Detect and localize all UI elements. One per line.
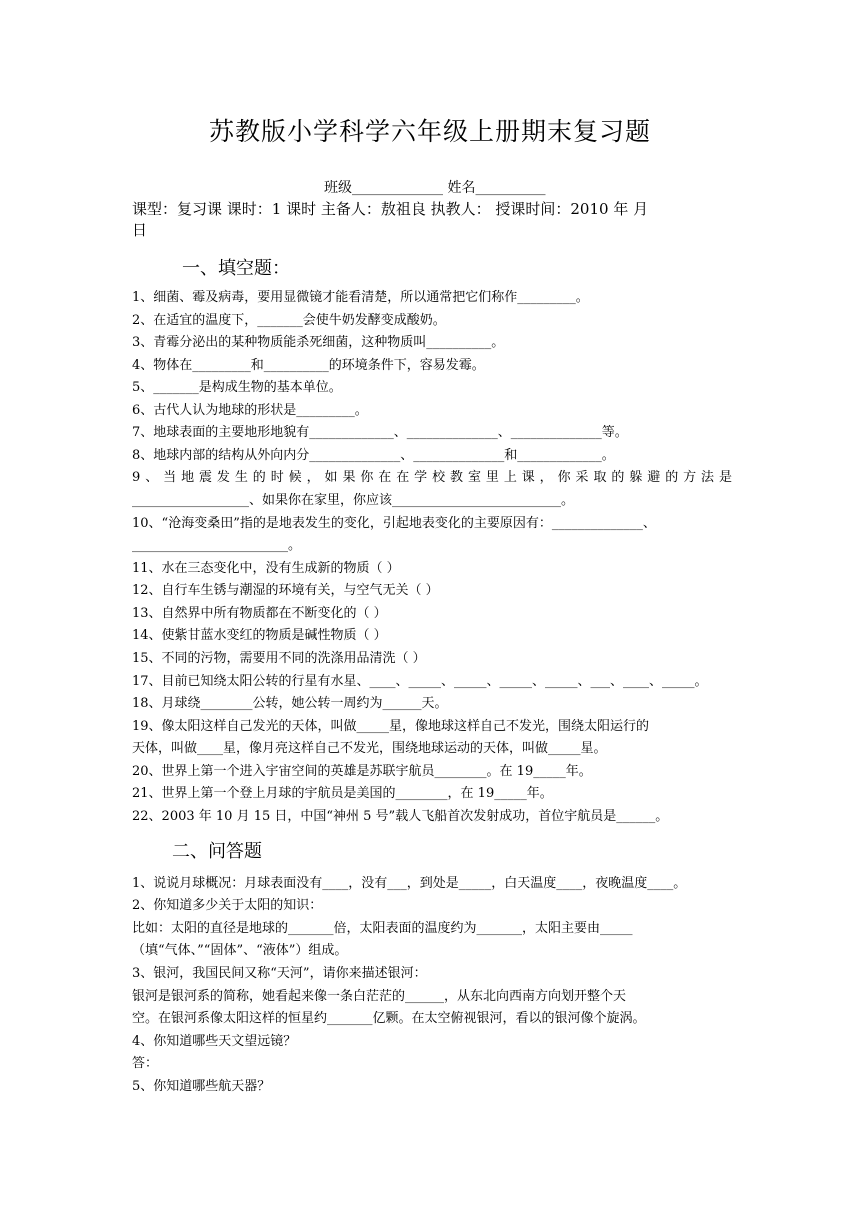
question-line: 22、2003 年 10 月 15 日，中国“神州 5 号”载人飞船首次发射成功，首位宇航员是______。 xyxy=(132,809,669,824)
question-line: 3、青霉分泌出的某种物质能杀死细菌，这种物质叫__________。 xyxy=(132,335,505,350)
qa-line: 3、银河，我国民间又称“天河”，请你来描述银河： xyxy=(132,966,427,981)
question-line: 12、自行车生锈与潮湿的环境有关，与空气无关（ ） xyxy=(132,583,439,598)
question-line: 13、自然界中所有物质都在不断变化的（ ） xyxy=(132,606,387,621)
question-line-continued: __________________、如果你在家里，你应该__________________________。 xyxy=(132,493,575,508)
question-line: 14、使紫甘蓝水变红的物质是碱性物质（ ） xyxy=(132,628,387,643)
question-line: 11、水在三态变化中，没有生成新的物质（ ） xyxy=(132,561,400,576)
question-line: 19、像太阳这样自己发光的天体，叫做_____星，像地球这样自己不发光，围绕太阳运行的 xyxy=(132,719,650,734)
lesson-meta-line-continued: 日 xyxy=(132,221,148,239)
question-line: 10、“沧海变桑田”指的是地表发生的变化，引起地表变化的主要原因有：______________、 xyxy=(132,516,656,531)
question-line: 9、当地震发生的时候，如果你在在学校教室里上课，你采取的躲避的方法是 xyxy=(132,470,732,485)
page-title: 苏教版小学科学六年级上册期末复习题 xyxy=(208,117,651,146)
class-name-line: 班级_____________ 姓名__________ xyxy=(324,180,546,196)
qa-line: （填“气体、”“固体”、“液体”）组成。 xyxy=(132,943,348,958)
question-line: 6、古代人认为地球的形状是_________。 xyxy=(132,403,368,418)
question-line: 17、目前已知绕太阳公转的行星有水星、____、_____、_____、_____、_____、___、____、_____。 xyxy=(132,674,708,689)
question-line: 4、物体在_________和__________的环境条件下，容易发霉。 xyxy=(132,358,485,373)
question-line: 18、月球绕________公转，她公转一周约为______天。 xyxy=(132,696,448,711)
qa-line: 1、说说月球概况：月球表面没有____，没有___，到处是_____，白天温度____，夜晚温度____。 xyxy=(132,876,687,891)
qa-line: 5、你知道哪些航天器？ xyxy=(132,1079,271,1094)
question-line: 15、不同的污物，需要用不同的洗涤用品清洗（ ） xyxy=(132,651,426,666)
question-line-continued: ________________________。 xyxy=(132,538,302,553)
question-line: 1、细菌、霉及病毒，要用显微镜才能看清楚，所以通常把它们称作_________。 xyxy=(132,290,589,305)
question-line: 7、地球表面的主要地形地貌有_____________、______________、______________等。 xyxy=(132,425,628,440)
qa-line: 空。在银河系像太阳这样的恒星约_______亿颗。在太空俯视银河，看以的银河像个旋涡。 xyxy=(132,1011,646,1026)
qa-line: 比如：太阳的直径是地球的_______倍，太阳表面的温度约为_______，太阳主要由_____ xyxy=(132,921,633,936)
qa-line: 4、你知道哪些天文望远镜？ xyxy=(132,1034,297,1049)
section-qa-heading: 二、问答题 xyxy=(172,841,262,862)
question-line: 21、世界上第一个登上月球的宇航员是美国的________，在 19_____年。 xyxy=(132,786,553,801)
question-line: 2、在适宜的温度下，_______会使牛奶发酵变成酸奶。 xyxy=(132,313,446,328)
question-line: 8、地球内部的结构从外向内分______________、______________和_____________。 xyxy=(132,448,615,463)
lesson-meta-line: 课型：复习课 课时：1 课时 主备人：敖祖良 执教人： 授课时间：2010 年 月 xyxy=(132,200,649,218)
qa-line: 答： xyxy=(132,1056,159,1071)
section-fill-blank-heading: 一、填空题： xyxy=(182,258,290,279)
question-line-continued: 天体，叫做____星，像月亮这样自己不发光，围绕地球运动的天体，叫做_____星。 xyxy=(132,741,607,756)
qa-line: 2、你知道多少关于太阳的知识： xyxy=(132,898,323,913)
question-line: 5、_______是构成生物的基本单位。 xyxy=(132,380,342,395)
question-line: 20、世界上第一个进入宇宙空间的英雄是苏联宇航员________。在 19_____年。 xyxy=(132,764,592,779)
qa-line: 银河是银河系的简称，她看起来像一条白茫茫的______，从东北向西南方向划开整个天 xyxy=(132,989,627,1004)
